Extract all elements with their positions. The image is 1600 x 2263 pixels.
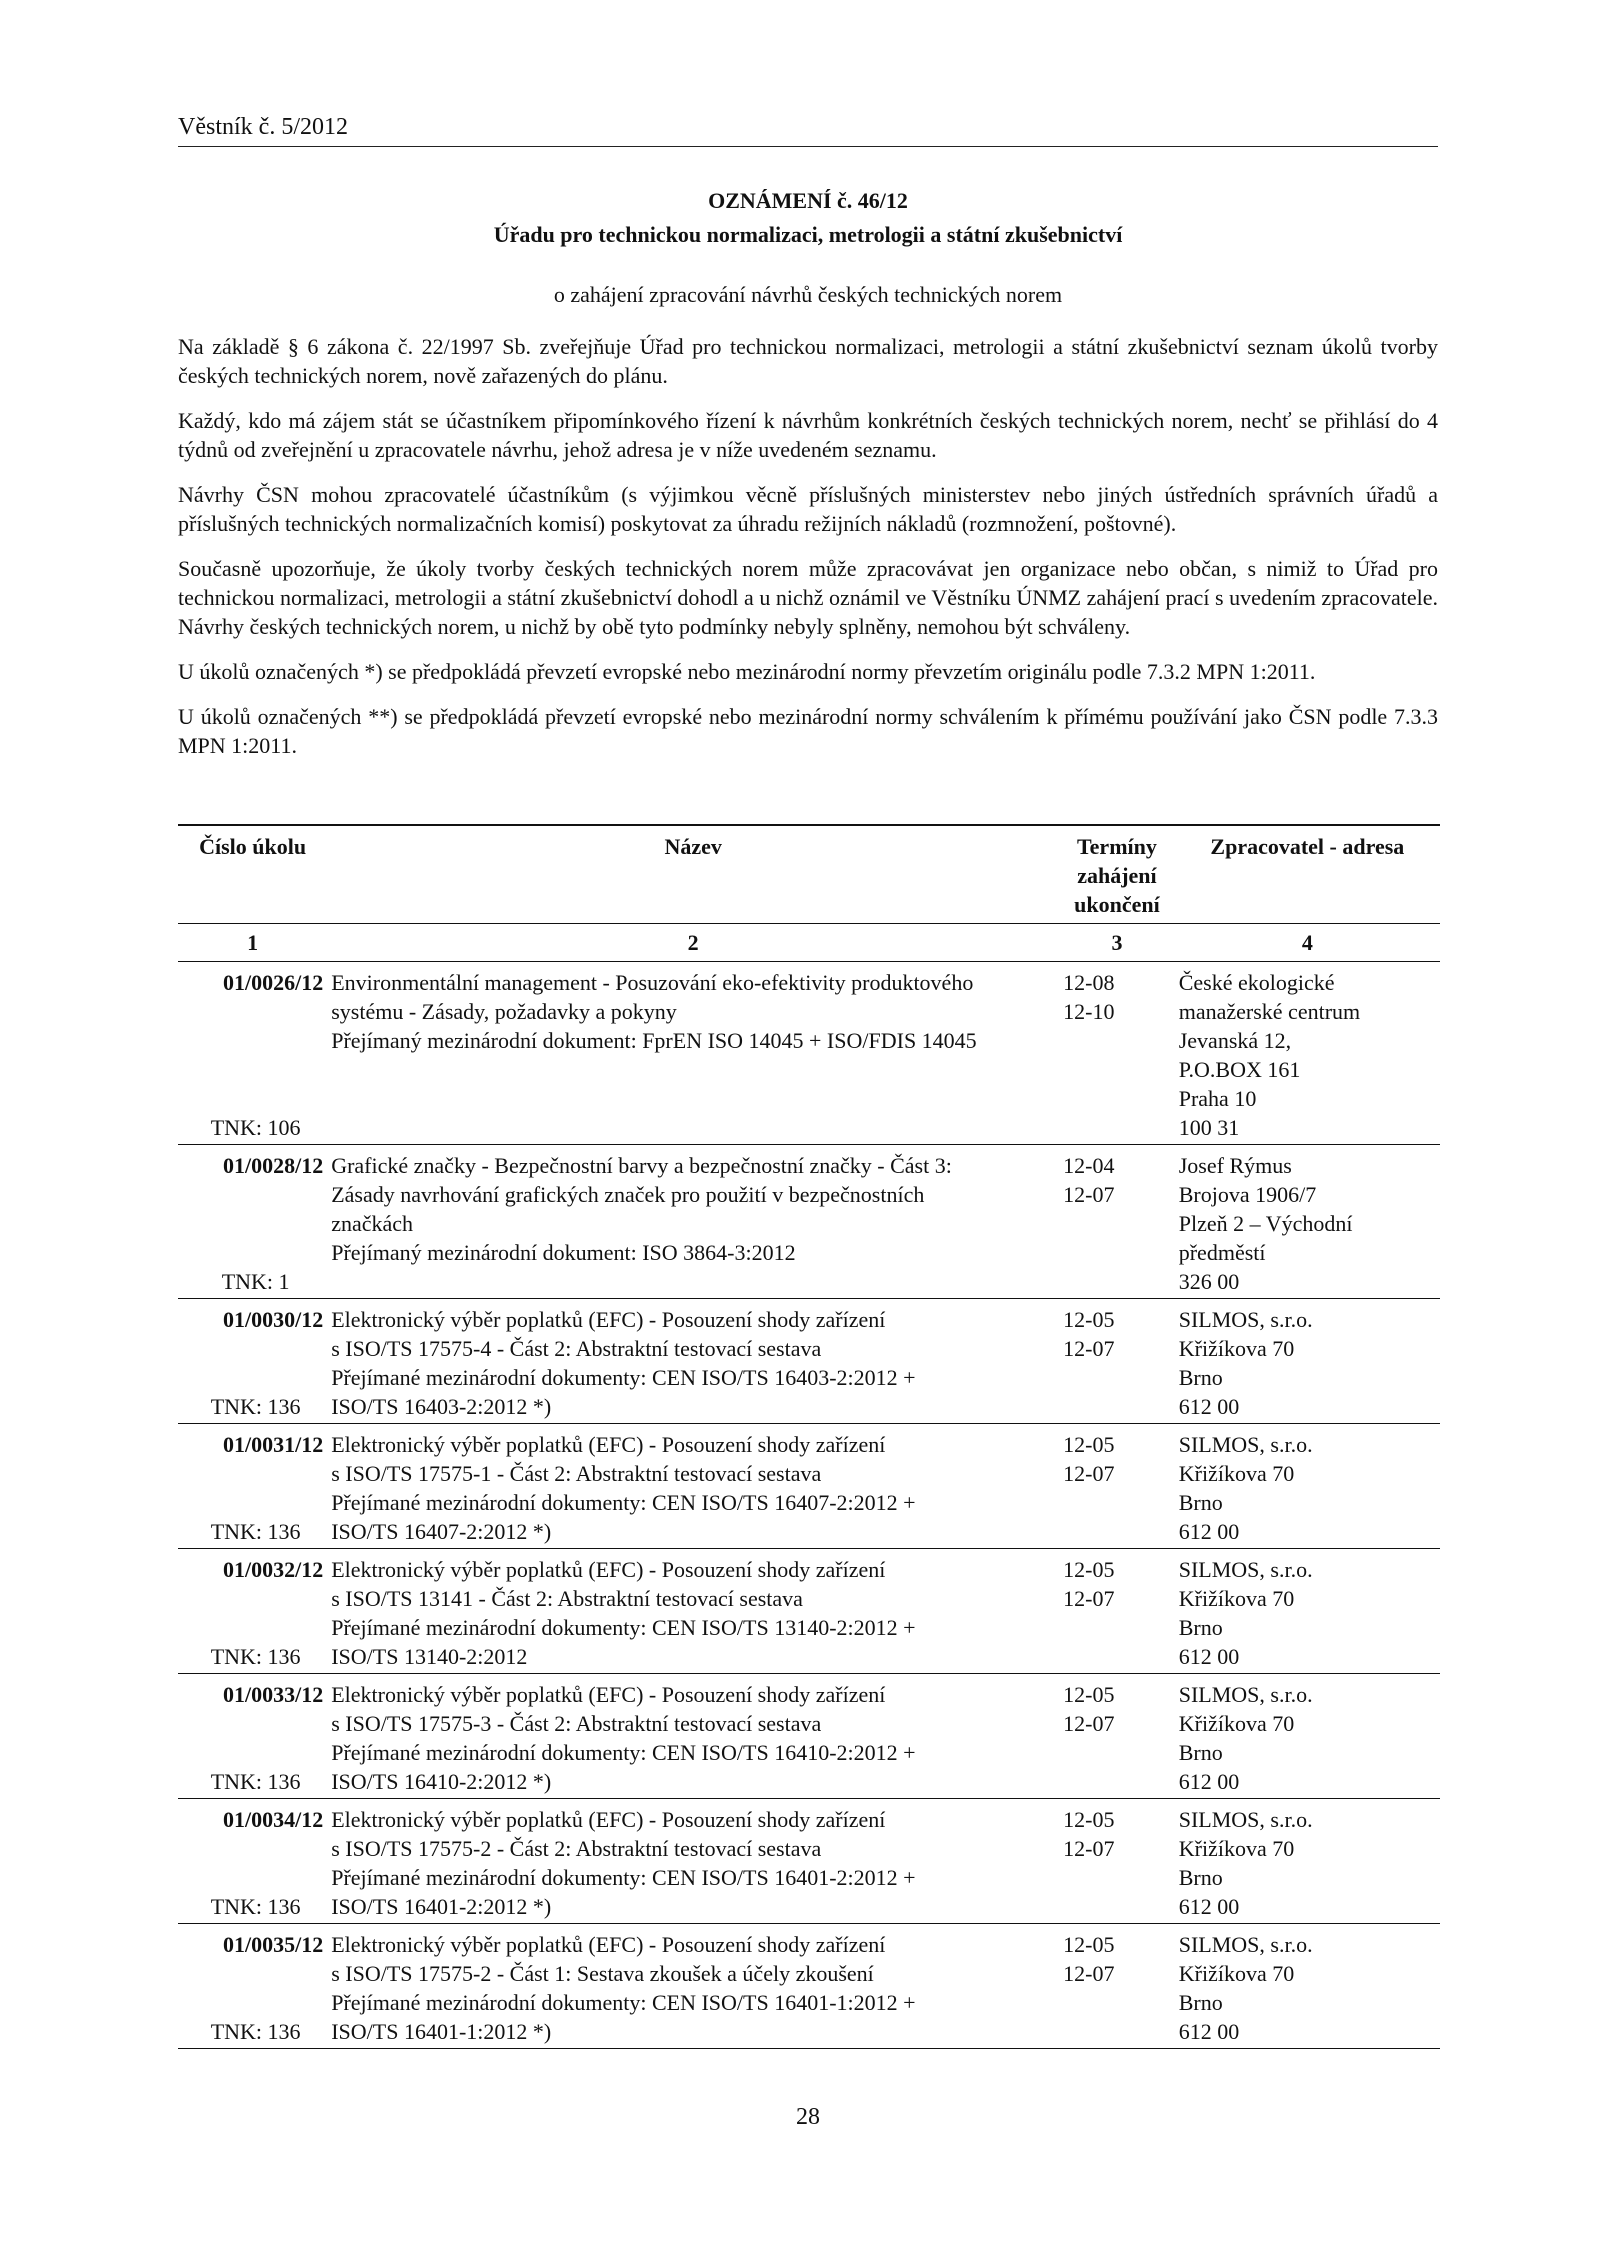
task-name-line: ISO/TS 13140-2:2012 [331,1644,528,1669]
table-row [178,1674,1440,1799]
task-name-line: Přejímané mezinárodní dokumenty: CEN ISO/TS 16401-2:2012 + [331,1865,916,1890]
end-date: 12-07 [1063,1461,1115,1486]
task-dates-cell [1059,1549,1175,1674]
task-name-line: s ISO/TS 13141 - Část 2: Abstraktní testovací sestava [331,1586,803,1611]
task-name-cell [327,1549,1059,1674]
task-number: 01/0026/12 [222,970,324,995]
header-processor: Zpracovatel - adresa [1175,825,1440,924]
task-number: 01/0034/12 [222,1807,324,1832]
header-dates-line: zahájení [1077,863,1157,888]
processor-address-line: Křižíkova 70 [1178,1586,1295,1611]
processor-address-line: Brojova 1906/7 [1178,1182,1317,1207]
task-name-line: ISO/TS 16401-2:2012 *) [331,1894,552,1919]
task-name-line: ISO/TS 16401-1:2012 *) [331,2019,552,2044]
task-name-cell [327,1674,1059,1799]
processor-cell [1175,962,1440,1145]
processor-address-line: manažerské centrum [1178,999,1361,1024]
end-date: 12-07 [1063,1586,1115,1611]
task-number-cell [178,1145,327,1299]
header-rule [178,146,1438,147]
task-dates-cell [1059,962,1175,1145]
processor-address-line: 612 00 [1178,1894,1240,1919]
task-name-line: Environmentální management - Posuzování eko-efektivity produktového [331,970,974,995]
processor-address-line: Brno [1178,1615,1223,1640]
processor-cell [1175,1674,1440,1799]
start-date: 12-05 [1063,1307,1115,1332]
tasks-table [178,824,1440,2049]
column-number-row [178,924,1440,962]
tnk-code: TNK: 136 [210,1519,301,1544]
table-row [178,1424,1440,1549]
task-number: 01/0033/12 [222,1682,324,1707]
task-name-cell [327,1799,1059,1924]
start-date: 12-04 [1063,1153,1115,1178]
column-number: 2 [327,924,1059,962]
task-dates-cell [1059,1424,1175,1549]
task-dates-cell [1059,1924,1175,2049]
paragraph: Návrhy ČSN mohou zpracovatelé účastníkům (s výjimkou věcně příslušných ministerstev nebo jiných ústředních správních úřadů a příslušných technických normalizačních komisí) poskytovat za úhradu režijních nákladů (rozmnožení, poštovné). [178,482,1438,536]
task-number-cell [178,1424,327,1549]
tnk-code: TNK: 136 [210,1894,301,1919]
processor-cell [1175,1145,1440,1299]
task-name-line: s ISO/TS 17575-2 - Část 1: Sestava zkoušek a účely zkoušení [331,1961,874,1986]
task-number-cell [178,962,327,1145]
task-number: 01/0031/12 [222,1432,324,1457]
paragraph: U úkolů označených *) se předpokládá převzetí evropské nebo mezinárodní normy převzetím originálu podle 7.3.2 MPN 1:2011. [178,659,1316,684]
processor-address-line: Praha 10 [1178,1086,1257,1111]
end-date: 12-07 [1063,1961,1115,1986]
task-name-line: Elektronický výběr poplatků (EFC) - Posouzení shody zařízení [331,1432,886,1457]
column-number: 1 [178,924,327,962]
page-number: 28 [796,2104,820,2130]
table-row [178,1549,1440,1674]
column-number: 3 [1059,924,1175,962]
task-number-cell [178,1549,327,1674]
processor-address-line: SILMOS, s.r.o. [1178,1557,1313,1582]
task-name-cell [327,1299,1059,1424]
end-date: 12-07 [1063,1182,1115,1207]
processor-address-line: SILMOS, s.r.o. [1178,1932,1313,1957]
processor-cell [1175,1299,1440,1424]
paragraph: Na základě § 6 zákona č. 22/1997 Sb. zveřejňuje Úřad pro technickou normalizaci, metrologii a státní zkušebnictví seznam úkolů tvorby českých technických norem, nově zařazených do plánu. [178,334,1438,388]
end-date: 12-07 [1063,1836,1115,1861]
task-name-line: s ISO/TS 17575-1 - Část 2: Abstraktní testovací sestava [331,1461,822,1486]
task-number: 01/0035/12 [222,1932,324,1957]
task-name-line: Elektronický výběr poplatků (EFC) - Posouzení shody zařízení [331,1682,886,1707]
task-name-line: s ISO/TS 17575-4 - Část 2: Abstraktní testovací sestava [331,1336,822,1361]
task-name-cell [327,1924,1059,2049]
header-dates-line: ukončení [1074,892,1160,917]
task-name-line: Grafické značky - Bezpečnostní barvy a bezpečnostní značky - Část 3: [331,1153,952,1178]
processor-address-line: Brno [1178,1365,1223,1390]
processor-address-line: 612 00 [1178,1394,1240,1419]
task-number-cell [178,1924,327,2049]
processor-address-line: předměstí [1178,1240,1266,1265]
processor-address-line: 100 31 [1178,1115,1240,1140]
task-name-line: ISO/TS 16403-2:2012 *) [331,1394,552,1419]
processor-address-line: Brno [1178,1490,1223,1515]
processor-address-line: 326 00 [1178,1269,1240,1294]
processor-address-line: Křižíkova 70 [1178,1961,1295,1986]
processor-address-line: 612 00 [1178,1519,1240,1544]
task-name-line: Přejímané mezinárodní dokumenty: CEN ISO/TS 13140-2:2012 + [331,1615,916,1640]
processor-address-line: Křižíkova 70 [1178,1461,1295,1486]
processor-address-line: Křižíkova 70 [1178,1711,1295,1736]
task-name-line: Elektronický výběr poplatků (EFC) - Posouzení shody zařízení [331,1307,886,1332]
announcement-subject: o zahájení zpracování návrhů českých technických norem [553,282,1063,307]
start-date: 12-05 [1063,1932,1115,1957]
start-date: 12-05 [1063,1807,1115,1832]
processor-address-line: Křižíkova 70 [1178,1336,1295,1361]
tnk-code: TNK: 136 [210,2019,301,2044]
start-date: 12-05 [1063,1557,1115,1582]
processor-address-line: Jevanská 12, [1178,1028,1292,1053]
table-row [178,1299,1440,1424]
task-name-line: Elektronický výběr poplatků (EFC) - Posouzení shody zařízení [331,1932,886,1957]
processor-address-line: 612 00 [1178,1769,1240,1794]
body-text [178,332,1438,776]
paragraph: Současně upozorňuje, že úkoly tvorby českých technických norem může zpracovávat jen organizace nebo občan, s nimiž to Úřad pro technickou normalizaci, metrologii a státní zkušebnictví dohodl a u nichž oznámil ve Věstníku ÚNMZ zahájení prací s uvedením zpracovatele. Návrhy českých technických norem, u nichž by obě tyto podmínky nebyly splněny, nemohou být schváleny. [178,556,1438,639]
start-date: 12-05 [1063,1432,1115,1457]
table-row [178,1799,1440,1924]
processor-address-line: České ekologické [1178,970,1335,995]
processor-cell [1175,1924,1440,2049]
processor-cell [1175,1549,1440,1674]
processor-address-line: SILMOS, s.r.o. [1178,1432,1313,1457]
tnk-code: TNK: 106 [210,1115,301,1140]
task-name-line: s ISO/TS 17575-2 - Část 2: Abstraktní testovací sestava [331,1836,822,1861]
task-number: 01/0030/12 [222,1307,324,1332]
task-number-cell [178,1299,327,1424]
end-date: 12-07 [1063,1711,1115,1736]
task-name-cell [327,1145,1059,1299]
header-task-number: Číslo úkolu [178,825,327,924]
paragraph: U úkolů označených **) se předpokládá převzetí evropské nebo mezinárodní normy schválením k přímému používání jako ČSN podle 7.3.3 MPN 1:2011. [178,704,1438,758]
table-row [178,1145,1440,1299]
task-number: 01/0028/12 [222,1153,324,1178]
processor-address-line: SILMOS, s.r.o. [1178,1307,1313,1332]
task-dates-cell [1059,1299,1175,1424]
task-name-line: Elektronický výběr poplatků (EFC) - Posouzení shody zařízení [331,1807,886,1832]
processor-address-line: Brno [1178,1865,1223,1890]
task-name-line: Zásady navrhování grafických značek pro použití v bezpečnostních [331,1182,925,1207]
task-number-cell [178,1674,327,1799]
processor-address-line: 612 00 [1178,2019,1240,2044]
task-name-line: Přejímané mezinárodní dokumenty: CEN ISO/TS 16407-2:2012 + [331,1490,916,1515]
task-dates-cell [1059,1674,1175,1799]
header-dates-line: Termíny [1077,834,1157,859]
processor-address-line: Josef Rýmus [1178,1153,1292,1178]
tnk-code: TNK: 136 [210,1644,301,1669]
task-name-cell [327,1424,1059,1549]
processor-address-line: 612 00 [1178,1644,1240,1669]
task-name-line: ISO/TS 16410-2:2012 *) [331,1769,552,1794]
processor-address-line: Brno [1178,1740,1223,1765]
issuing-authority: Úřadu pro technickou normalizaci, metrologii a státní zkušebnictví [493,222,1123,247]
header-name: Název [327,825,1059,924]
paragraph: Každý, kdo má zájem stát se účastníkem připomínkového řízení k návrhům konkrétních českých technických norem, nechť se přihlásí do 4 týdnů od zveřejnění u zpracovatele návrhu, jehož adresa je v níže uvedeném seznamu. [178,408,1438,462]
task-name-line: Přejímané mezinárodní dokumenty: CEN ISO/TS 16403-2:2012 + [331,1365,916,1390]
task-name-line: ISO/TS 16407-2:2012 *) [331,1519,552,1544]
processor-address-line: P.O.BOX 161 [1178,1057,1301,1082]
task-name-line: značkách [331,1211,414,1236]
task-name-line: Přejímaný mezinárodní dokument: FprEN ISO 14045 + ISO/FDIS 14045 [331,1028,977,1053]
title-block [178,184,1438,312]
processor-address-line: SILMOS, s.r.o. [1178,1682,1313,1707]
task-name-line: Přejímané mezinárodní dokumenty: CEN ISO/TS 16410-2:2012 + [331,1740,916,1765]
tnk-code: TNK: 1 [221,1269,290,1294]
start-date: 12-08 [1063,970,1115,995]
announcement-title: OZNÁMENÍ č. 46/12 [708,188,908,213]
processor-cell [1175,1799,1440,1924]
end-date: 12-07 [1063,1336,1115,1361]
processor-address-line: SILMOS, s.r.o. [1178,1807,1313,1832]
task-name-line: Elektronický výběr poplatků (EFC) - Posouzení shody zařízení [331,1557,886,1582]
header-dates [1059,825,1175,924]
task-name-cell [327,962,1059,1145]
processor-address-line: Křižíkova 70 [1178,1836,1295,1861]
table-body [178,962,1440,2049]
table-header-row [178,825,1440,924]
table-row [178,1924,1440,2049]
task-name-line: Přejímaný mezinárodní dokument: ISO 3864-3:2012 [331,1240,796,1265]
task-number: 01/0032/12 [222,1557,324,1582]
task-name-line: Přejímané mezinárodní dokumenty: CEN ISO/TS 16401-1:2012 + [331,1990,916,2015]
task-dates-cell [1059,1145,1175,1299]
end-date: 12-10 [1063,999,1115,1024]
task-name-line: s ISO/TS 17575-3 - Část 2: Abstraktní testovací sestava [331,1711,822,1736]
table-row [178,962,1440,1145]
tnk-code: TNK: 136 [210,1769,301,1794]
processor-address-line: Brno [1178,1990,1223,2015]
running-head: Věstník č. 5/2012 [178,114,348,140]
processor-cell [1175,1424,1440,1549]
column-number: 4 [1175,924,1440,962]
task-name-line: systému - Zásady, požadavky a pokyny [331,999,677,1024]
start-date: 12-05 [1063,1682,1115,1707]
processor-address-line: Plzeň 2 – Východní [1178,1211,1353,1236]
tnk-code: TNK: 136 [210,1394,301,1419]
task-dates-cell [1059,1799,1175,1924]
task-number-cell [178,1799,327,1924]
